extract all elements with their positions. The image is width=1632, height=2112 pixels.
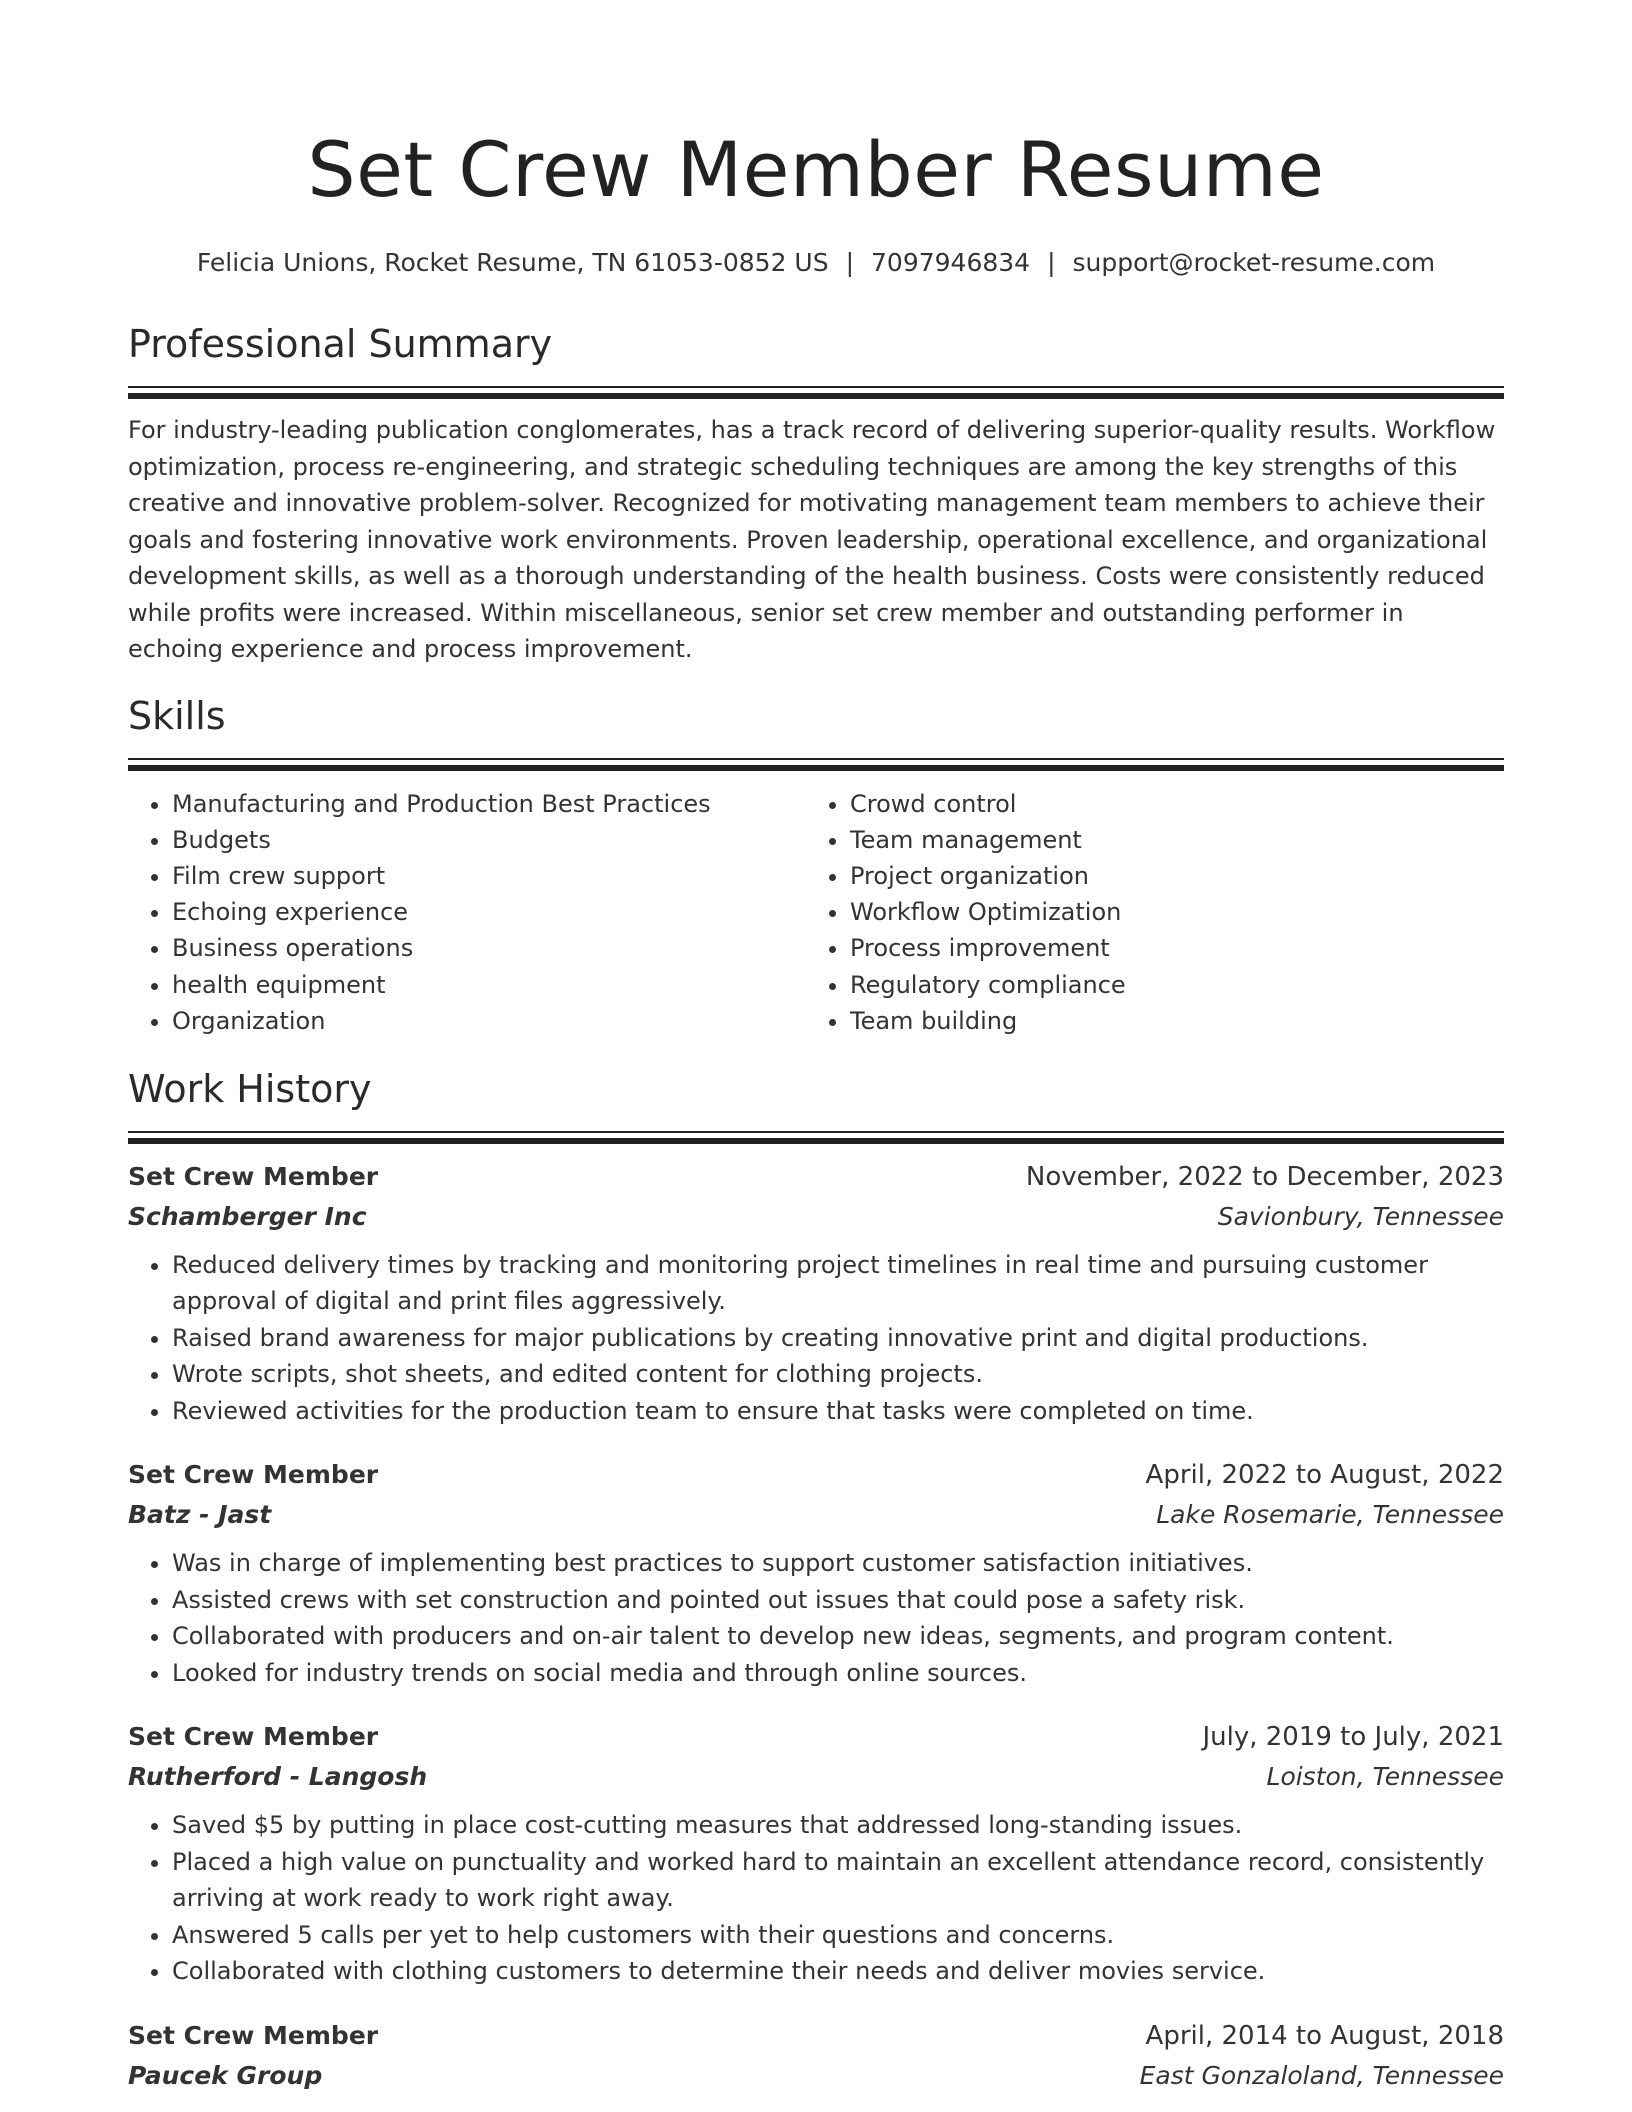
job-title: Set Crew Member	[128, 1161, 379, 1191]
summary-section	[128, 320, 1504, 668]
job-bullet: • Was in charge of implementing best practices to support customer satisfaction initiatives.	[172, 1545, 1504, 1582]
skill-item: • Process improvement	[850, 930, 1484, 966]
job-bullet: • Collaborated with clothing customers to determine their needs and deliver movies service.	[172, 1953, 1504, 1990]
job-location: Lake Rosemarie, Tennessee	[1156, 1500, 1504, 1530]
job-dates: April, 2014 to August, 2018	[1145, 2020, 1504, 2051]
skills-section	[128, 692, 1504, 1039]
skill-item: • Team management	[850, 822, 1484, 858]
skills-list-left	[128, 786, 806, 1039]
job-location: Savionbury, Tennessee	[1217, 1201, 1504, 1231]
skills-columns	[128, 786, 1504, 1039]
skill-item: • Project organization	[850, 858, 1484, 894]
job-company: Schamberger Inc	[128, 1201, 367, 1231]
job-bullet: • Looked for industry trends on social media and through online sources.	[172, 1655, 1504, 1692]
summary-text: For industry-leading publication conglomerates, has a track record of delivering superior-quality results. Workflow optimization, process re-engineering, and strategic scheduling techniques are among the key strengths of this creative and innovative problem-solver. Recognized for motivating management team members to achieve their goals and fostering innovative work environments. Proven leadership, operational excellence, and organizational development skills, as well as a thorough understanding of the health business. Costs were consistently reduced while profits were increased. Within miscellaneous, senior set crew member and outstanding performer in echoing experience and process improvement.	[128, 416, 1496, 663]
job-bullet: • Reduced delivery times by tracking and monitoring project timelines in real time and pursuing customer approval of digital and print files aggressively.	[172, 1247, 1504, 1320]
job-entry	[128, 2016, 1504, 2096]
job-title: Set Crew Member	[128, 1722, 379, 1752]
skill-item: • health equipment	[172, 967, 806, 1003]
section-divider	[128, 758, 1504, 770]
skill-item: • Workflow Optimization	[850, 894, 1484, 930]
job-bullet: • Reviewed activities for the production team to ensure that tasks were completed on time.	[172, 1393, 1504, 1430]
section-divider	[128, 386, 1504, 398]
job-bullets	[128, 1247, 1504, 1430]
contact-separator: |	[845, 248, 855, 277]
skill-item: • Regulatory compliance	[850, 967, 1484, 1003]
job-bullet: • Placed a high value on punctuality and worked hard to maintain an excellent attendance record, consistently arriving at work ready to work right away.	[172, 1844, 1504, 1917]
skill-item: • Film crew support	[172, 858, 806, 894]
skill-item: • Budgets	[172, 822, 806, 858]
job-bullet: • Saved $5 by putting in place cost-cutting measures that addressed long-standing issues.	[172, 1807, 1504, 1844]
job-title: Set Crew Member	[128, 2020, 379, 2050]
contact-email: support@rocket-resume.com	[1072, 248, 1436, 277]
page-title: Set Crew Member Resume	[307, 125, 1325, 214]
job-company: Rutherford - Langosh	[128, 1762, 428, 1792]
skill-item: • Team building	[850, 1003, 1484, 1039]
job-entry	[128, 1455, 1504, 1691]
job-dates: April, 2022 to August, 2022	[1145, 1460, 1504, 1491]
contact-phone: 7097946834	[871, 248, 1031, 277]
job-dates: November, 2022 to December, 2023	[1025, 1161, 1504, 1192]
work-history-section	[128, 1065, 1504, 2096]
job-bullet: • Collaborated with producers and on-air talent to develop new ideas, segments, and program content.	[172, 1618, 1504, 1655]
skill-item: • Echoing experience	[172, 894, 806, 930]
contact-address: Felicia Unions, Rocket Resume, TN 61053-0852 US	[196, 248, 829, 277]
summary-heading: Professional Summary	[128, 322, 553, 366]
skills-list-right	[806, 786, 1484, 1039]
job-location: Loiston, Tennessee	[1266, 1762, 1504, 1792]
skill-item: • Manufacturing and Production Best Practices	[172, 786, 806, 822]
job-bullet: • Wrote scripts, shot sheets, and edited content for clothing projects.	[172, 1356, 1504, 1393]
job-title: Set Crew Member	[128, 1460, 379, 1490]
job-entry	[128, 1157, 1504, 1430]
job-bullet: • Assisted crews with set construction and pointed out issues that could pose a safety risk.	[172, 1582, 1504, 1619]
job-company: Batz - Jast	[128, 1500, 272, 1530]
job-entry	[128, 1717, 1504, 1990]
work-history-heading: Work History	[128, 1066, 372, 1111]
job-dates: July, 2019 to July, 2021	[1202, 1722, 1504, 1753]
job-company: Paucek Group	[128, 2060, 323, 2090]
skill-item: • Business operations	[172, 930, 806, 966]
job-bullet: • Raised brand awareness for major publications by creating innovative print and digital productions.	[172, 1320, 1504, 1357]
skill-item: • Organization	[172, 1003, 806, 1039]
section-divider	[128, 1131, 1504, 1143]
job-bullets	[128, 1545, 1504, 1691]
job-location: East Gonzaloland, Tennessee	[1139, 2060, 1504, 2090]
job-bullet: • Answered 5 calls per yet to help customers with their questions and concerns.	[172, 1917, 1504, 1954]
contact-separator: |	[1047, 248, 1056, 277]
skills-heading: Skills	[128, 693, 226, 738]
skill-item: • Crowd control	[850, 786, 1484, 822]
job-bullets	[128, 1807, 1504, 1990]
contact-line	[128, 246, 1504, 280]
